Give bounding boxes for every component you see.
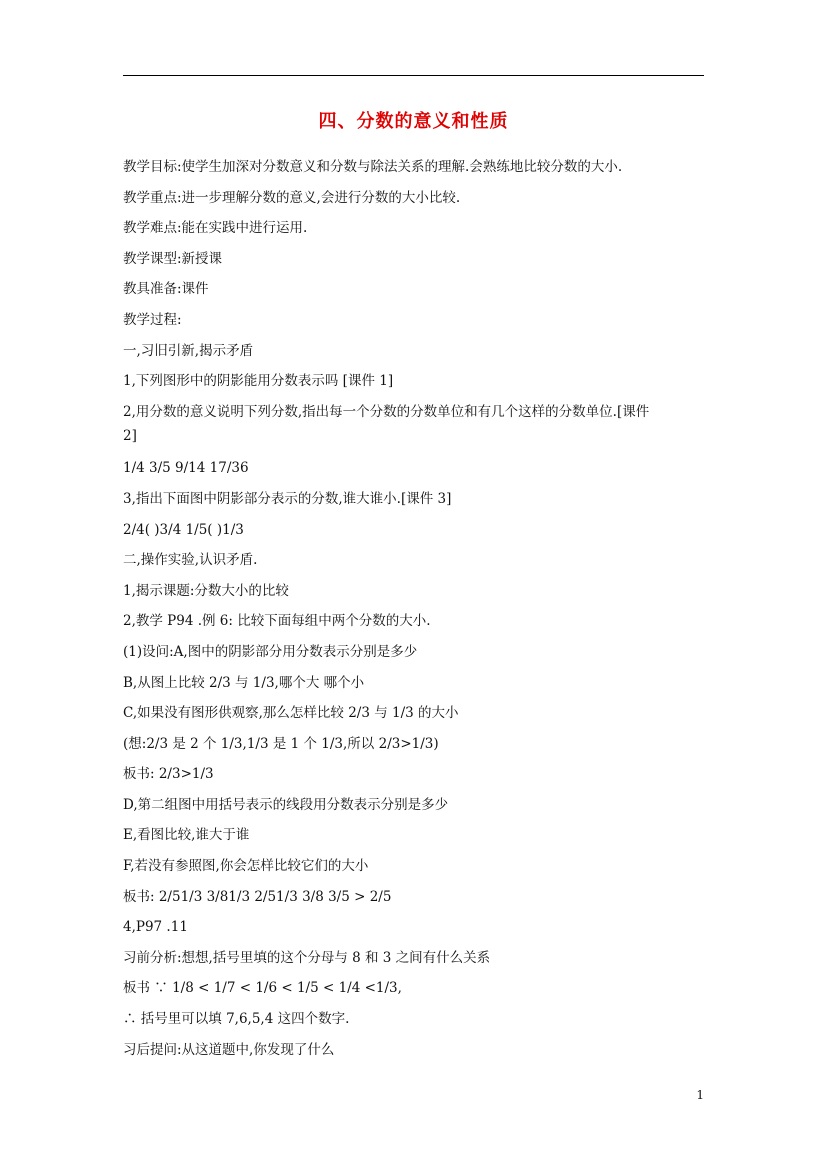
text-line: 教学课型:新授课 <box>123 250 223 267</box>
text-line: (想:2/3 是 2 个 1/3,1/3 是 1 个 1/3,所以 2/3>1/3) <box>123 735 439 752</box>
header-rule <box>123 75 704 76</box>
text-line: 1,揭示课题:分数大小的比较 <box>123 582 289 599</box>
text-line: 4,P97 .11 <box>123 919 188 936</box>
text-line: 教学目标:使学生加深对分数意义和分数与除法关系的理解.会熟练地比较分数的大小. <box>123 159 623 175</box>
text-line: 1/4 3/5 9/14 17/36 <box>123 460 249 477</box>
text-line: 板书: 2/3>1/3 <box>123 766 214 783</box>
page-title: 四、分数的意义和性质 <box>318 111 509 132</box>
text-line: 习后提问:从这道题中,你发现了什么 <box>123 1041 335 1058</box>
document-body <box>123 152 708 1065</box>
text-line: 教学重点:进一步理解分数的意义,会进行分数的大小比较. <box>123 189 461 206</box>
text-line: 2] <box>123 427 137 444</box>
text-line: 习前分析:想想,括号里填的这个分母与 8 和 3 之间有什么关系 <box>123 949 491 966</box>
text-line: 2,教学 P94 .例 6: 比较下面每组中两个分数的大小. <box>123 613 431 630</box>
text-line: 3,指出下面图中阴影部分表示的分数,谁大谁小.[课件 3] <box>123 490 452 507</box>
text-line: ∴ 括号里可以填 7,6,5,4 这四个数字. <box>123 1011 350 1028</box>
text-line: 一,习旧引新,揭示矛盾 <box>123 342 254 359</box>
text-line: 1,下列图形中的阴影能用分数表示吗 [课件 1] <box>123 373 394 390</box>
text-line: 板书 ∵ 1/8 < 1/7 < 1/6 < 1/5 < 1/4 <1/3, <box>123 980 402 997</box>
text-line: C,如果没有图形供观察,那么怎样比较 2/3 与 1/3 的大小 <box>123 705 459 722</box>
text-line: D,第二组图中用括号表示的线段用分数表示分别是多少 <box>123 796 449 813</box>
text-line: B,从图上比较 2/3 与 1/3,哪个大 哪个小 <box>123 674 365 691</box>
page-number: 1 <box>696 1088 704 1102</box>
text-line: E,看图比较,谁大于谁 <box>123 827 250 844</box>
text-line: 教学过程: <box>123 311 182 328</box>
text-line: 2,用分数的意义说明下列分数,指出每一个分数的分数单位和有几个这样的分数单位.[课件 <box>123 403 650 420</box>
text-line: 2/4( )3/4 1/5( )1/3 <box>123 521 244 538</box>
text-line: 教具准备:课件 <box>123 281 209 298</box>
text-line: F,若没有参照图,你会怎样比较它们的大小 <box>123 858 369 875</box>
text-line: 教学难点:能在实践中进行运用. <box>123 220 308 237</box>
text-line: (1)设问:A,图中的阴影部分用分数表示分别是多少 <box>123 643 418 660</box>
text-line: 二,操作实验,认识矛盾. <box>123 552 258 569</box>
text-line: 板书: 2/51/3 3/81/3 2/51/3 3/8 3/5 > 2/5 <box>123 888 392 905</box>
